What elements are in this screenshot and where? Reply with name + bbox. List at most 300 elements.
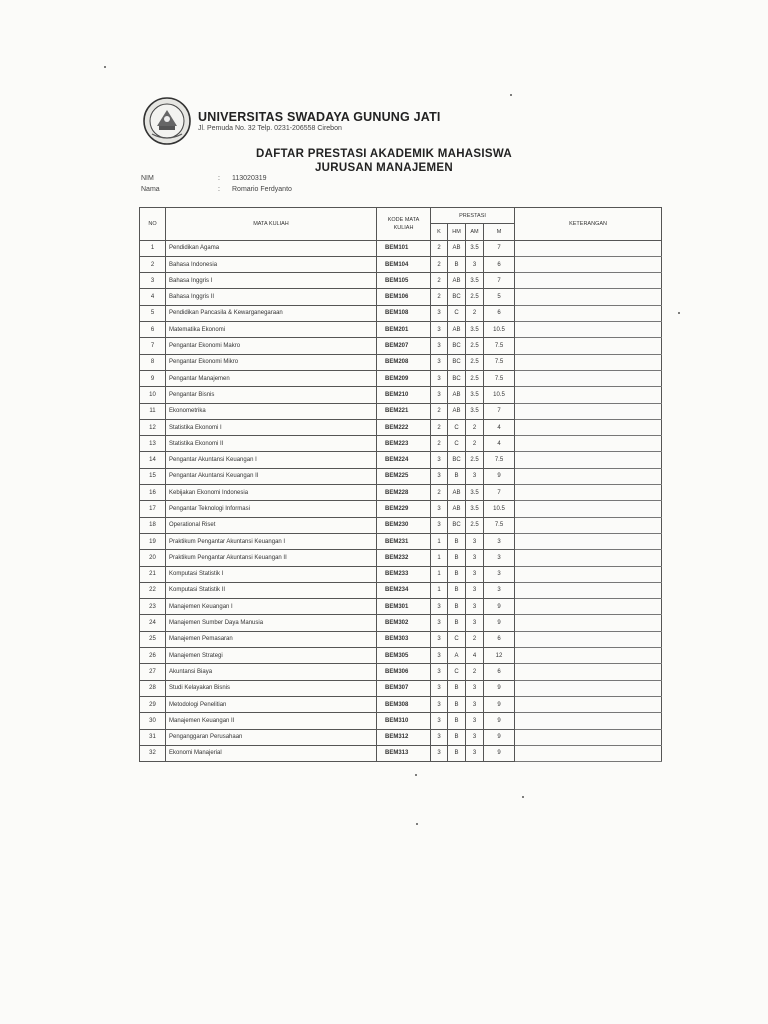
cell-keterangan [515, 745, 662, 761]
cell-kode: BEM233 [377, 566, 431, 582]
cell-keterangan [515, 322, 662, 338]
table-row [140, 648, 662, 664]
cell-k: 2 [431, 289, 448, 305]
cell-hm: AB [448, 273, 466, 289]
document-subtitle: JURUSAN MANAJEMEN [314, 162, 453, 174]
cell-hm: C [448, 631, 466, 647]
cell-no: 1 [140, 240, 166, 256]
cell-m: 6 [484, 631, 515, 647]
cell-m: 4 [484, 436, 515, 452]
cell-kode: BEM108 [377, 305, 431, 321]
cell-am: 2.5 [466, 354, 484, 370]
header-kode: KODE MATA KULIAH [377, 208, 431, 241]
cell-mata-kuliah: Praktikum Pengantar Akuntansi Keuangan I [166, 533, 377, 549]
cell-m: 6 [484, 305, 515, 321]
cell-keterangan [515, 436, 662, 452]
cell-k: 3 [431, 729, 448, 745]
cell-no: 21 [140, 566, 166, 582]
header-mata-kuliah: MATA KULIAH [166, 208, 377, 241]
cell-am: 3.5 [466, 322, 484, 338]
cell-am: 3 [466, 713, 484, 729]
cell-k: 3 [431, 664, 448, 680]
cell-k: 1 [431, 566, 448, 582]
cell-am: 3 [466, 680, 484, 696]
cell-k: 3 [431, 338, 448, 354]
cell-k: 2 [431, 240, 448, 256]
table-row [140, 322, 662, 338]
cell-hm: B [448, 713, 466, 729]
cell-keterangan [515, 354, 662, 370]
cell-hm: AB [448, 240, 466, 256]
nim-label: NIM [141, 175, 154, 182]
cell-no: 11 [140, 403, 166, 419]
table-row [140, 240, 662, 256]
cell-no: 29 [140, 696, 166, 712]
cell-m: 7.5 [484, 354, 515, 370]
cell-mata-kuliah: Kebijakan Ekonomi Indonesia [166, 485, 377, 501]
cell-no: 24 [140, 615, 166, 631]
table-row [140, 452, 662, 468]
cell-m: 10.5 [484, 501, 515, 517]
cell-am: 4 [466, 648, 484, 664]
cell-mata-kuliah: Studi Kelayakan Bisnis [166, 680, 377, 696]
cell-am: 2.5 [466, 338, 484, 354]
header-am: AM [466, 224, 484, 240]
cell-m: 9 [484, 729, 515, 745]
cell-hm: C [448, 305, 466, 321]
scan-speck [415, 774, 417, 776]
cell-mata-kuliah: Operational Riset [166, 517, 377, 533]
cell-hm: B [448, 533, 466, 549]
cell-kode: BEM208 [377, 354, 431, 370]
cell-m: 9 [484, 468, 515, 484]
cell-kode: BEM222 [377, 419, 431, 435]
cell-keterangan [515, 370, 662, 386]
cell-mata-kuliah: Bahasa Indonesia [166, 256, 377, 272]
table-row [140, 338, 662, 354]
cell-hm: B [448, 566, 466, 582]
cell-am: 3 [466, 256, 484, 272]
cell-mata-kuliah: Pengantar Bisnis [166, 387, 377, 403]
cell-keterangan [515, 273, 662, 289]
cell-kode: BEM307 [377, 680, 431, 696]
cell-am: 3 [466, 745, 484, 761]
cell-kode: BEM303 [377, 631, 431, 647]
table-row [140, 664, 662, 680]
cell-am: 2 [466, 664, 484, 680]
cell-m: 3 [484, 550, 515, 566]
cell-kode: BEM104 [377, 256, 431, 272]
cell-no: 32 [140, 745, 166, 761]
cell-no: 10 [140, 387, 166, 403]
cell-keterangan [515, 240, 662, 256]
table-row [140, 680, 662, 696]
cell-k: 2 [431, 436, 448, 452]
table-row [140, 273, 662, 289]
cell-k: 3 [431, 517, 448, 533]
cell-mata-kuliah: Pengantar Manajemen [166, 370, 377, 386]
table-row [140, 387, 662, 403]
cell-keterangan [515, 615, 662, 631]
cell-kode: BEM312 [377, 729, 431, 745]
table-row [140, 485, 662, 501]
name-value: Romario Ferdyanto [232, 186, 292, 193]
cell-k: 3 [431, 615, 448, 631]
cell-hm: BC [448, 370, 466, 386]
cell-am: 3 [466, 550, 484, 566]
scan-speck [104, 66, 106, 68]
table-row [140, 599, 662, 615]
cell-m: 10.5 [484, 387, 515, 403]
cell-m: 9 [484, 615, 515, 631]
cell-k: 3 [431, 452, 448, 468]
cell-k: 3 [431, 713, 448, 729]
scan-speck [522, 796, 524, 798]
university-name: UNIVERSITAS SWADAYA GUNUNG JATI [198, 110, 441, 124]
cell-keterangan [515, 517, 662, 533]
cell-mata-kuliah: Pengantar Akuntansi Keuangan II [166, 468, 377, 484]
table-row [140, 615, 662, 631]
cell-keterangan [515, 664, 662, 680]
cell-hm: BC [448, 289, 466, 305]
cell-hm: BC [448, 354, 466, 370]
cell-hm: AB [448, 387, 466, 403]
cell-keterangan [515, 452, 662, 468]
cell-mata-kuliah: Akuntansi Biaya [166, 664, 377, 680]
cell-m: 3 [484, 566, 515, 582]
cell-kode: BEM310 [377, 713, 431, 729]
cell-am: 3.5 [466, 403, 484, 419]
cell-keterangan [515, 648, 662, 664]
cell-am: 2.5 [466, 452, 484, 468]
cell-k: 3 [431, 631, 448, 647]
cell-kode: BEM308 [377, 696, 431, 712]
cell-k: 3 [431, 370, 448, 386]
cell-no: 28 [140, 680, 166, 696]
cell-mata-kuliah: Komputasi Statistik II [166, 582, 377, 598]
cell-keterangan [515, 713, 662, 729]
cell-hm: AB [448, 322, 466, 338]
cell-k: 3 [431, 468, 448, 484]
cell-m: 7.5 [484, 517, 515, 533]
cell-m: 5 [484, 289, 515, 305]
cell-no: 15 [140, 468, 166, 484]
cell-keterangan [515, 696, 662, 712]
cell-kode: BEM225 [377, 468, 431, 484]
cell-k: 3 [431, 648, 448, 664]
cell-kode: BEM209 [377, 370, 431, 386]
cell-m: 9 [484, 745, 515, 761]
table-row [140, 729, 662, 745]
cell-kode: BEM207 [377, 338, 431, 354]
cell-hm: B [448, 599, 466, 615]
cell-mata-kuliah: Statistika Ekonomi II [166, 436, 377, 452]
cell-keterangan [515, 533, 662, 549]
cell-no: 5 [140, 305, 166, 321]
table-row [140, 696, 662, 712]
cell-hm: BC [448, 338, 466, 354]
table-row [140, 582, 662, 598]
cell-no: 17 [140, 501, 166, 517]
cell-am: 2.5 [466, 289, 484, 305]
cell-mata-kuliah: Komputasi Statistik I [166, 566, 377, 582]
cell-k: 3 [431, 305, 448, 321]
table-row [140, 289, 662, 305]
cell-mata-kuliah: Pengantar Teknologi Informasi [166, 501, 377, 517]
cell-no: 22 [140, 582, 166, 598]
cell-kode: BEM101 [377, 240, 431, 256]
cell-kode: BEM210 [377, 387, 431, 403]
cell-am: 3 [466, 615, 484, 631]
cell-mata-kuliah: Bahasa Inggris II [166, 289, 377, 305]
cell-hm: A [448, 648, 466, 664]
cell-no: 3 [140, 273, 166, 289]
cell-keterangan [515, 550, 662, 566]
cell-keterangan [515, 468, 662, 484]
cell-k: 2 [431, 256, 448, 272]
cell-k: 2 [431, 403, 448, 419]
cell-mata-kuliah: Bahasa Inggris I [166, 273, 377, 289]
cell-am: 3.5 [466, 501, 484, 517]
cell-kode: BEM223 [377, 436, 431, 452]
cell-am: 2 [466, 419, 484, 435]
cell-no: 23 [140, 599, 166, 615]
cell-hm: C [448, 436, 466, 452]
header-prestasi: PRESTASI [431, 208, 515, 224]
cell-no: 12 [140, 419, 166, 435]
cell-mata-kuliah: Manajemen Pemasaran [166, 631, 377, 647]
cell-m: 7 [484, 403, 515, 419]
grades-table [139, 207, 662, 762]
cell-k: 3 [431, 354, 448, 370]
cell-k: 3 [431, 599, 448, 615]
cell-k: 1 [431, 533, 448, 549]
cell-no: 8 [140, 354, 166, 370]
cell-keterangan [515, 338, 662, 354]
cell-m: 7.5 [484, 370, 515, 386]
table-row [140, 517, 662, 533]
cell-am: 2 [466, 436, 484, 452]
cell-no: 14 [140, 452, 166, 468]
table-row [140, 370, 662, 386]
cell-mata-kuliah: Ekonomi Manajerial [166, 745, 377, 761]
cell-keterangan [515, 582, 662, 598]
table-row [140, 403, 662, 419]
university-address: Jl. Pemuda No. 32 Telp. 0231-206558 Cirebon [198, 125, 342, 132]
cell-k: 2 [431, 419, 448, 435]
cell-kode: BEM306 [377, 664, 431, 680]
cell-kode: BEM224 [377, 452, 431, 468]
cell-no: 6 [140, 322, 166, 338]
cell-no: 4 [140, 289, 166, 305]
scan-speck [510, 94, 512, 96]
cell-mata-kuliah: Ekonometrika [166, 403, 377, 419]
cell-hm: AB [448, 501, 466, 517]
cell-k: 2 [431, 273, 448, 289]
table-row [140, 468, 662, 484]
cell-mata-kuliah: Matematika Ekonomi [166, 322, 377, 338]
table-row [140, 419, 662, 435]
cell-mata-kuliah: Manajemen Keuangan I [166, 599, 377, 615]
table-row [140, 745, 662, 761]
cell-m: 7 [484, 240, 515, 256]
cell-kode: BEM301 [377, 599, 431, 615]
table-row [140, 354, 662, 370]
table-row [140, 256, 662, 272]
cell-am: 3 [466, 696, 484, 712]
header-no: NO [140, 208, 166, 241]
cell-keterangan [515, 256, 662, 272]
cell-k: 2 [431, 485, 448, 501]
cell-m: 9 [484, 599, 515, 615]
cell-m: 7.5 [484, 452, 515, 468]
cell-no: 26 [140, 648, 166, 664]
nim-separator: : [218, 175, 220, 182]
cell-mata-kuliah: Pengantar Ekonomi Mikro [166, 354, 377, 370]
cell-kode: BEM221 [377, 403, 431, 419]
cell-hm: AB [448, 403, 466, 419]
cell-am: 3.5 [466, 485, 484, 501]
cell-hm: BC [448, 452, 466, 468]
header-k: K [431, 224, 448, 240]
cell-m: 6 [484, 664, 515, 680]
cell-hm: B [448, 582, 466, 598]
table-row [140, 305, 662, 321]
header-hm: HM [448, 224, 466, 240]
grades-table-body [140, 240, 662, 762]
cell-k: 1 [431, 550, 448, 566]
cell-no: 27 [140, 664, 166, 680]
table-header-row [140, 208, 662, 224]
name-label: Nama [141, 186, 160, 193]
cell-keterangan [515, 566, 662, 582]
cell-mata-kuliah: Manajemen Strategi [166, 648, 377, 664]
cell-hm: B [448, 680, 466, 696]
cell-keterangan [515, 387, 662, 403]
cell-keterangan [515, 631, 662, 647]
cell-m: 3 [484, 582, 515, 598]
cell-keterangan [515, 729, 662, 745]
cell-am: 3 [466, 566, 484, 582]
cell-kode: BEM228 [377, 485, 431, 501]
cell-kode: BEM232 [377, 550, 431, 566]
cell-keterangan [515, 305, 662, 321]
cell-k: 3 [431, 696, 448, 712]
cell-no: 16 [140, 485, 166, 501]
cell-kode: BEM201 [377, 322, 431, 338]
table-row [140, 533, 662, 549]
cell-mata-kuliah: Metodologi Penelitian [166, 696, 377, 712]
cell-keterangan [515, 419, 662, 435]
cell-m: 10.5 [484, 322, 515, 338]
cell-kode: BEM302 [377, 615, 431, 631]
cell-no: 9 [140, 370, 166, 386]
cell-k: 3 [431, 322, 448, 338]
cell-m: 6 [484, 256, 515, 272]
table-row [140, 631, 662, 647]
cell-hm: B [448, 468, 466, 484]
cell-am: 3.5 [466, 387, 484, 403]
document-title: DAFTAR PRESTASI AKADEMIK MAHASISWA [256, 148, 512, 160]
cell-mata-kuliah: Manajemen Keuangan II [166, 713, 377, 729]
cell-kode: BEM234 [377, 582, 431, 598]
cell-hm: B [448, 550, 466, 566]
cell-kode: BEM305 [377, 648, 431, 664]
cell-mata-kuliah: Penganggaran Perusahaan [166, 729, 377, 745]
table-row [140, 713, 662, 729]
cell-no: 13 [140, 436, 166, 452]
cell-keterangan [515, 289, 662, 305]
cell-keterangan [515, 403, 662, 419]
cell-kode: BEM229 [377, 501, 431, 517]
cell-m: 7.5 [484, 338, 515, 354]
cell-mata-kuliah: Praktikum Pengantar Akuntansi Keuangan II [166, 550, 377, 566]
cell-mata-kuliah: Statistika Ekonomi I [166, 419, 377, 435]
cell-hm: AB [448, 485, 466, 501]
cell-hm: B [448, 745, 466, 761]
cell-hm: B [448, 729, 466, 745]
scan-speck [678, 312, 680, 314]
cell-no: 7 [140, 338, 166, 354]
cell-keterangan [515, 599, 662, 615]
cell-mata-kuliah: Pendidikan Agama [166, 240, 377, 256]
cell-kode: BEM231 [377, 533, 431, 549]
cell-mata-kuliah: Pendidikan Pancasila & Kewarganegaraan [166, 305, 377, 321]
cell-hm: C [448, 664, 466, 680]
cell-m: 7 [484, 273, 515, 289]
cell-am: 3.5 [466, 240, 484, 256]
cell-no: 20 [140, 550, 166, 566]
cell-am: 3 [466, 533, 484, 549]
cell-mata-kuliah: Manajemen Sumber Daya Manusia [166, 615, 377, 631]
cell-k: 3 [431, 387, 448, 403]
cell-no: 25 [140, 631, 166, 647]
header-m: M [484, 224, 515, 240]
cell-am: 2 [466, 305, 484, 321]
table-row [140, 436, 662, 452]
cell-k: 1 [431, 582, 448, 598]
cell-k: 3 [431, 501, 448, 517]
table-row [140, 550, 662, 566]
name-separator: : [218, 186, 220, 193]
university-seal-logo [142, 96, 192, 146]
cell-keterangan [515, 501, 662, 517]
table-row [140, 501, 662, 517]
cell-no: 30 [140, 713, 166, 729]
cell-keterangan [515, 485, 662, 501]
cell-am: 3.5 [466, 273, 484, 289]
cell-k: 3 [431, 680, 448, 696]
cell-hm: B [448, 615, 466, 631]
cell-no: 2 [140, 256, 166, 272]
cell-m: 12 [484, 648, 515, 664]
cell-hm: C [448, 419, 466, 435]
cell-am: 2.5 [466, 370, 484, 386]
cell-am: 3 [466, 468, 484, 484]
cell-k: 3 [431, 745, 448, 761]
cell-am: 3 [466, 729, 484, 745]
cell-mata-kuliah: Pengantar Ekonomi Makro [166, 338, 377, 354]
cell-hm: B [448, 256, 466, 272]
cell-m: 9 [484, 680, 515, 696]
cell-no: 19 [140, 533, 166, 549]
cell-m: 9 [484, 713, 515, 729]
cell-hm: B [448, 696, 466, 712]
cell-am: 3 [466, 599, 484, 615]
table-row [140, 566, 662, 582]
nim-value: 113020319 [232, 175, 267, 182]
cell-kode: BEM106 [377, 289, 431, 305]
